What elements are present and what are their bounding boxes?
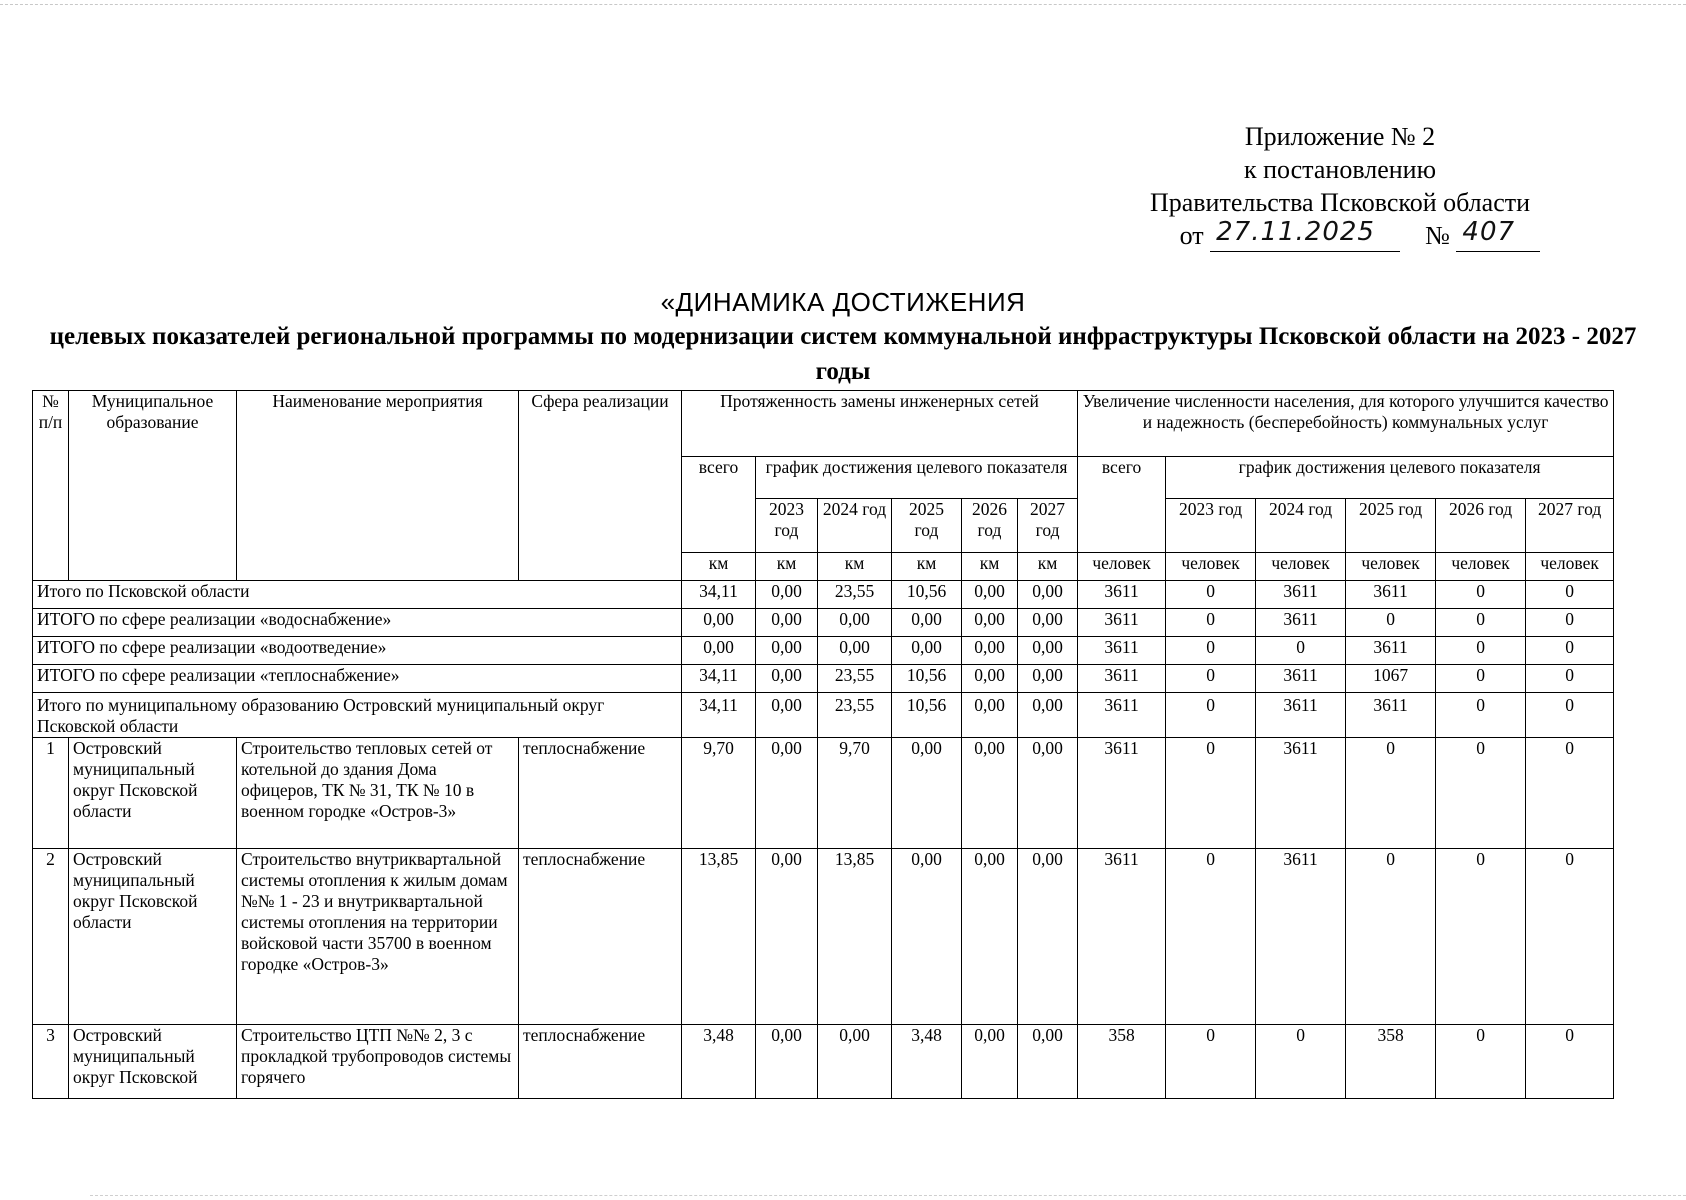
summary-row-water-supply: [33, 609, 1614, 637]
appendix-line-3: Правительства Псковской области: [1149, 188, 1531, 217]
value-cell: 0,00: [1018, 849, 1078, 1025]
unit-people: человек: [1436, 553, 1526, 581]
appendix-date-line: [1080, 219, 1600, 252]
value-cell: 0: [1526, 693, 1614, 738]
summary-row-water-disposal: [33, 637, 1614, 665]
value-cell: 13,85: [818, 849, 892, 1025]
year-population-2025: 2025 год: [1346, 499, 1436, 553]
year-population-2024: 2024 год: [1256, 499, 1346, 553]
unit-people: человек: [1166, 553, 1256, 581]
header-row-1: [33, 391, 1614, 457]
value-cell: 3611: [1256, 581, 1346, 609]
unit-people: человек: [1526, 553, 1614, 581]
value-cell: 0,00: [756, 581, 818, 609]
header-municipality: Муниципальное образование: [69, 391, 237, 581]
value-cell: 0: [1166, 637, 1256, 665]
value-cell: 34,11: [682, 665, 756, 693]
value-cell: 0: [1526, 1025, 1614, 1099]
value-cell: 0,00: [1018, 637, 1078, 665]
value-cell: 34,11: [682, 581, 756, 609]
value-cell: 0,00: [1018, 738, 1078, 849]
value-cell: 0: [1166, 609, 1256, 637]
summary-label: ИТОГО по сфере реализации «водоотведение»: [33, 637, 682, 665]
header-length-total: всего: [682, 457, 756, 553]
year-length-2024: 2024 год: [818, 499, 892, 553]
value-cell: 0,00: [756, 738, 818, 849]
value-cell: 0: [1166, 665, 1256, 693]
value-cell: 0,00: [818, 609, 892, 637]
value-cell: 3611: [1256, 693, 1346, 738]
value-cell: 3611: [1078, 693, 1166, 738]
value-cell: 3611: [1346, 637, 1436, 665]
value-cell: 23,55: [818, 693, 892, 738]
value-cell: 3611: [1078, 637, 1166, 665]
scan-edge-bottom: [90, 1195, 1686, 1196]
value-cell: 0,00: [1018, 693, 1078, 738]
value-cell: 0,00: [962, 581, 1018, 609]
value-cell: 0,00: [818, 637, 892, 665]
year-population-2023: 2023 год: [1166, 499, 1256, 553]
row-number: 1: [33, 738, 69, 849]
table-row: [33, 1025, 1614, 1099]
value-cell: 23,55: [818, 581, 892, 609]
municipality-cell: Островский муниципальный округ Псковской области: [69, 849, 237, 1025]
summary-label: ИТОГО по сфере реализации «теплоснабжение»: [33, 665, 682, 693]
row-number: 2: [33, 849, 69, 1025]
value-cell: 10,56: [892, 665, 962, 693]
value-cell: 0: [1166, 1025, 1256, 1099]
value-cell: 0: [1346, 609, 1436, 637]
value-cell: 10,56: [892, 693, 962, 738]
value-cell: 0,00: [962, 738, 1018, 849]
sphere-cell: теплоснабжение: [519, 849, 682, 1025]
value-cell: 0: [1526, 738, 1614, 849]
value-cell: 0,00: [892, 849, 962, 1025]
scan-edge-top: [0, 4, 1686, 5]
value-cell: 0: [1436, 693, 1526, 738]
value-cell: 358: [1346, 1025, 1436, 1099]
value-cell: 0,00: [1018, 665, 1078, 693]
value-cell: 0,00: [1018, 581, 1078, 609]
unit-people: человек: [1256, 553, 1346, 581]
year-length-2026: 2026 год: [962, 499, 1018, 553]
value-cell: 0,00: [962, 693, 1018, 738]
header-no: № п/п: [33, 391, 69, 581]
document-subtitle: целевых показателей региональной программы по модернизации систем коммунальной инфраструктуры Псковской области на 2023 - 2027 годы: [49, 323, 1637, 385]
value-cell: 0: [1166, 581, 1256, 609]
sphere-cell: теплоснабжение: [519, 738, 682, 849]
header-activity: Наименование мероприятия: [237, 391, 519, 581]
value-cell: 0,00: [682, 609, 756, 637]
value-cell: 0: [1436, 609, 1526, 637]
value-cell: 0: [1436, 1025, 1526, 1099]
value-cell: 0: [1346, 849, 1436, 1025]
unit-people: человек: [1346, 553, 1436, 581]
row-number: 3: [33, 1025, 69, 1099]
value-cell: 0,00: [756, 637, 818, 665]
unit-people: человек: [1078, 553, 1166, 581]
handwritten-number: 407: [1462, 217, 1516, 247]
value-cell: 0,00: [892, 609, 962, 637]
number-field: [1456, 217, 1540, 252]
value-cell: 3611: [1078, 581, 1166, 609]
date-field: [1210, 217, 1400, 252]
value-cell: 23,55: [818, 665, 892, 693]
appendix-line-2: к постановлению: [1243, 155, 1437, 184]
value-cell: 9,70: [818, 738, 892, 849]
from-label: от: [1179, 221, 1204, 250]
value-cell: 0,00: [818, 1025, 892, 1099]
value-cell: 0: [1256, 1025, 1346, 1099]
value-cell: 0,00: [892, 637, 962, 665]
header-length-group: Протяженность замены инженерных сетей: [682, 391, 1078, 457]
value-cell: 34,11: [682, 693, 756, 738]
handwritten-date: 27.11.2025: [1216, 217, 1375, 247]
value-cell: 0,00: [962, 1025, 1018, 1099]
value-cell: 0: [1256, 637, 1346, 665]
table-row: [33, 738, 1614, 849]
value-cell: 10,56: [892, 581, 962, 609]
unit-km: км: [756, 553, 818, 581]
value-cell: 3611: [1078, 849, 1166, 1025]
value-cell: 0,00: [1018, 609, 1078, 637]
activity-cell: Строительство тепловых сетей от котельной до здания Дома офицеров, ТК № 31, ТК № 10 в военном городке «Остров-3»: [237, 738, 519, 849]
appendix-block: [1080, 120, 1600, 252]
value-cell: 0: [1436, 665, 1526, 693]
summary-label: Итого по Псковской области: [33, 581, 682, 609]
value-cell: 0,00: [756, 849, 818, 1025]
value-cell: 3,48: [892, 1025, 962, 1099]
header-sphere: Сфера реализации: [519, 391, 682, 581]
value-cell: 0: [1526, 637, 1614, 665]
summary-row-region: [33, 581, 1614, 609]
header-population-total: всего: [1078, 457, 1166, 553]
value-cell: 358: [1078, 1025, 1166, 1099]
value-cell: 3611: [1346, 581, 1436, 609]
value-cell: 3,48: [682, 1025, 756, 1099]
value-cell: 0: [1166, 738, 1256, 849]
value-cell: 13,85: [682, 849, 756, 1025]
header-population-schedule: график достижения целевого показателя: [1166, 457, 1614, 499]
value-cell: 0: [1526, 581, 1614, 609]
header-length-schedule: график достижения целевого показателя: [756, 457, 1078, 499]
indicators-table: [32, 390, 1614, 1099]
value-cell: 0,00: [962, 665, 1018, 693]
header-population-group: Увеличение численности населения, для которого улучшится качество и надежность (бесперебойность) коммунальных услуг: [1078, 391, 1614, 457]
value-cell: 0: [1436, 581, 1526, 609]
value-cell: 3611: [1078, 738, 1166, 849]
value-cell: 0: [1436, 738, 1526, 849]
unit-km: км: [962, 553, 1018, 581]
value-cell: 1067: [1346, 665, 1436, 693]
municipality-cell: Островский муниципальный округ Псковской: [69, 1025, 237, 1099]
summary-label: Итого по муниципальному образованию Островский муниципальный округ Псковской области: [33, 693, 682, 738]
value-cell: 0,00: [962, 609, 1018, 637]
unit-km: км: [1018, 553, 1078, 581]
value-cell: 0,00: [682, 637, 756, 665]
year-population-2027: 2027 год: [1526, 499, 1614, 553]
value-cell: 0,00: [962, 637, 1018, 665]
value-cell: 0,00: [1018, 1025, 1078, 1099]
unit-km: км: [682, 553, 756, 581]
activity-cell: Строительство ЦТП №№ 2, 3 с прокладкой трубопроводов системы горячего: [237, 1025, 519, 1099]
value-cell: 3611: [1078, 665, 1166, 693]
unit-km: км: [818, 553, 892, 581]
value-cell: 0: [1166, 849, 1256, 1025]
sphere-cell: теплоснабжение: [519, 1025, 682, 1099]
value-cell: 3611: [1256, 609, 1346, 637]
summary-row-heat-supply: [33, 665, 1614, 693]
value-cell: 9,70: [682, 738, 756, 849]
table-row: [33, 849, 1614, 1025]
value-cell: 0: [1436, 849, 1526, 1025]
year-length-2025: 2025 год: [892, 499, 962, 553]
activity-cell: Строительство внутриквартальной системы отопления к жилым домам №№ 1 - 23 и внутриквартальной системы отопления на территории войсковой части 35700 в военном городке «Остров-3»: [237, 849, 519, 1025]
municipality-cell: Островский муниципальный округ Псковской области: [69, 738, 237, 849]
value-cell: 0: [1526, 665, 1614, 693]
value-cell: 0,00: [756, 693, 818, 738]
number-label: №: [1425, 221, 1450, 250]
year-population-2026: 2026 год: [1436, 499, 1526, 553]
value-cell: 3611: [1256, 849, 1346, 1025]
year-length-2027: 2027 год: [1018, 499, 1078, 553]
value-cell: 3611: [1078, 609, 1166, 637]
value-cell: 0: [1436, 637, 1526, 665]
document-title: «ДИНАМИКА ДОСТИЖЕНИЯ: [660, 287, 1026, 317]
summary-row-municipality: [33, 693, 1614, 738]
value-cell: 3611: [1346, 693, 1436, 738]
unit-km: км: [892, 553, 962, 581]
value-cell: 0: [1526, 609, 1614, 637]
value-cell: 0,00: [756, 1025, 818, 1099]
year-length-2023: 2023 год: [756, 499, 818, 553]
value-cell: 0: [1526, 849, 1614, 1025]
value-cell: 0,00: [756, 609, 818, 637]
value-cell: 0,00: [962, 849, 1018, 1025]
summary-label: ИТОГО по сфере реализации «водоснабжение»: [33, 609, 682, 637]
value-cell: 3611: [1256, 738, 1346, 849]
value-cell: 0: [1166, 693, 1256, 738]
appendix-line-1: Приложение № 2: [1244, 122, 1436, 151]
value-cell: 0,00: [756, 665, 818, 693]
value-cell: 3611: [1256, 665, 1346, 693]
value-cell: 0: [1346, 738, 1436, 849]
value-cell: 0,00: [892, 738, 962, 849]
